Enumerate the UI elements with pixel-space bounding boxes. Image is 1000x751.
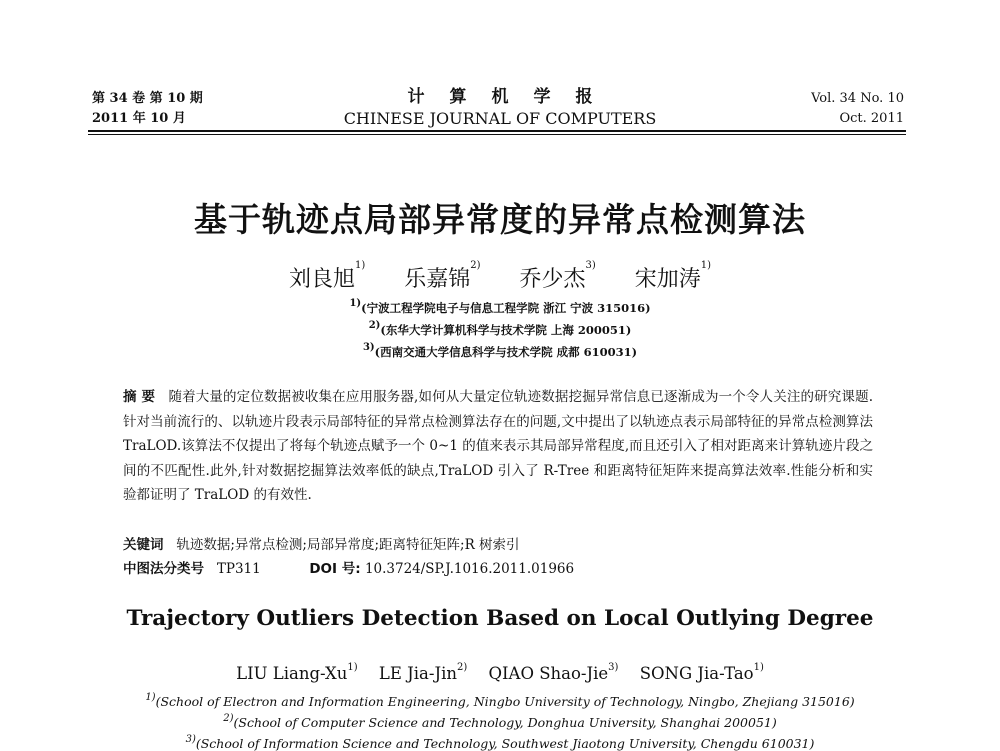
classification-line xyxy=(123,557,574,577)
paper-title-en: Trajectory Outliers Detection Based on Local Outlying Degree xyxy=(126,606,874,631)
keywords-label: 关键词 xyxy=(123,537,164,553)
affiliation-cn: $^{1)}$(宁波工程学院电子与信息工程学院 浙江 宁波 315016) xyxy=(349,298,651,315)
date-en: Oct. 2011 xyxy=(839,111,904,126)
abstract-cn xyxy=(123,385,873,508)
abstract-text: 随着大量的定位数据被收集在应用服务器,如何从大量定位轨迹数据挖掘异常信息已逐渐成为一个令人关注的研究课题.针对当前流行的、以轨迹片段表示局部特征的异常点检测算法存在的问题,文中提出了以轨迹点表示局部特征的异常点检测算法 TraLOD.该算法不仅提出了将每个轨迹点赋予一个 0~1 的值来表示其局部异常程度,而且还引入了相对距离来计算轨迹片段之间的不匹配性.此外,针对数据挖掘算法效率低的缺点,TraLOD 引入了 R-Tree 和距离特征矩阵来提高算法效率.性能分析和实验都证明了 TraLOD 的有效性. xyxy=(123,389,874,503)
journal-name-en: CHINESE JOURNAL OF COMPUTERS xyxy=(343,109,657,128)
classification-label: 中图法分类号 xyxy=(123,561,204,577)
affiliation-cn: $^{3)}$(西南交通大学信息科学与技术学院 成都 610031) xyxy=(362,342,638,359)
author-en: SONG Jia-Tao$^{1)}$ xyxy=(639,662,764,683)
volume-issue-en: Vol. 34 No. 10 xyxy=(811,91,904,106)
author-en: LE Jia-Jin$^{2)}$ xyxy=(378,662,468,683)
header-rule-thick xyxy=(88,130,906,132)
abstract-label: 摘 要 xyxy=(123,389,156,405)
journal-name-cn: 计算机学报 xyxy=(407,87,618,107)
affiliation-en: $^{2)}$(School of Computer Science and Technology, Donghua University, Shanghai 200051) xyxy=(223,713,777,730)
doi-label: DOI 号: xyxy=(309,561,361,577)
author-en: LIU Liang-Xu$^{1)}$ xyxy=(236,662,358,683)
affiliation-en: $^{3)}$(School of Information Science and Technology, Southwest Jiaotong University, Chengdu 610031) xyxy=(185,734,815,751)
header-left xyxy=(92,89,203,129)
paper-title-cn: 基于轨迹点局部异常度的异常点检测算法 xyxy=(194,200,806,239)
author-cn: 乔少杰$^{3)}$ xyxy=(519,260,596,292)
author-list-en xyxy=(0,664,1000,683)
classification-value: TP311 xyxy=(216,561,261,577)
author-list-cn xyxy=(0,262,1000,293)
header-rule-thin xyxy=(88,134,906,135)
keywords-text: 轨迹数据;异常点检测;局部异常度;距离特征矩阵;R 树索引 xyxy=(176,537,520,553)
author-cn: 刘良旭$^{1)}$ xyxy=(288,260,366,292)
author-cn: 乐嘉锦$^{2)}$ xyxy=(404,260,481,292)
journal-name xyxy=(300,86,700,129)
keywords-cn xyxy=(123,533,520,553)
affiliation-en: $^{1)}$(School of Electron and Information Engineering, Ningbo University of Technology, Ningbo, Zhejiang 315016) xyxy=(145,692,855,709)
header-right xyxy=(811,89,904,129)
date-cn: 2011 年 10 月 xyxy=(92,111,186,126)
author-cn: 宋加涛$^{1)}$ xyxy=(634,260,712,292)
doi-value: 10.3724/SP.J.1016.2011.01966 xyxy=(364,561,575,577)
volume-issue-cn: 第 34 卷 第 10 期 xyxy=(92,91,203,106)
author-en: QIAO Shao-Jie$^{3)}$ xyxy=(488,662,619,683)
affiliation-cn: $^{2)}$(东华大学计算机科学与技术学院 上海 200051) xyxy=(368,320,632,337)
